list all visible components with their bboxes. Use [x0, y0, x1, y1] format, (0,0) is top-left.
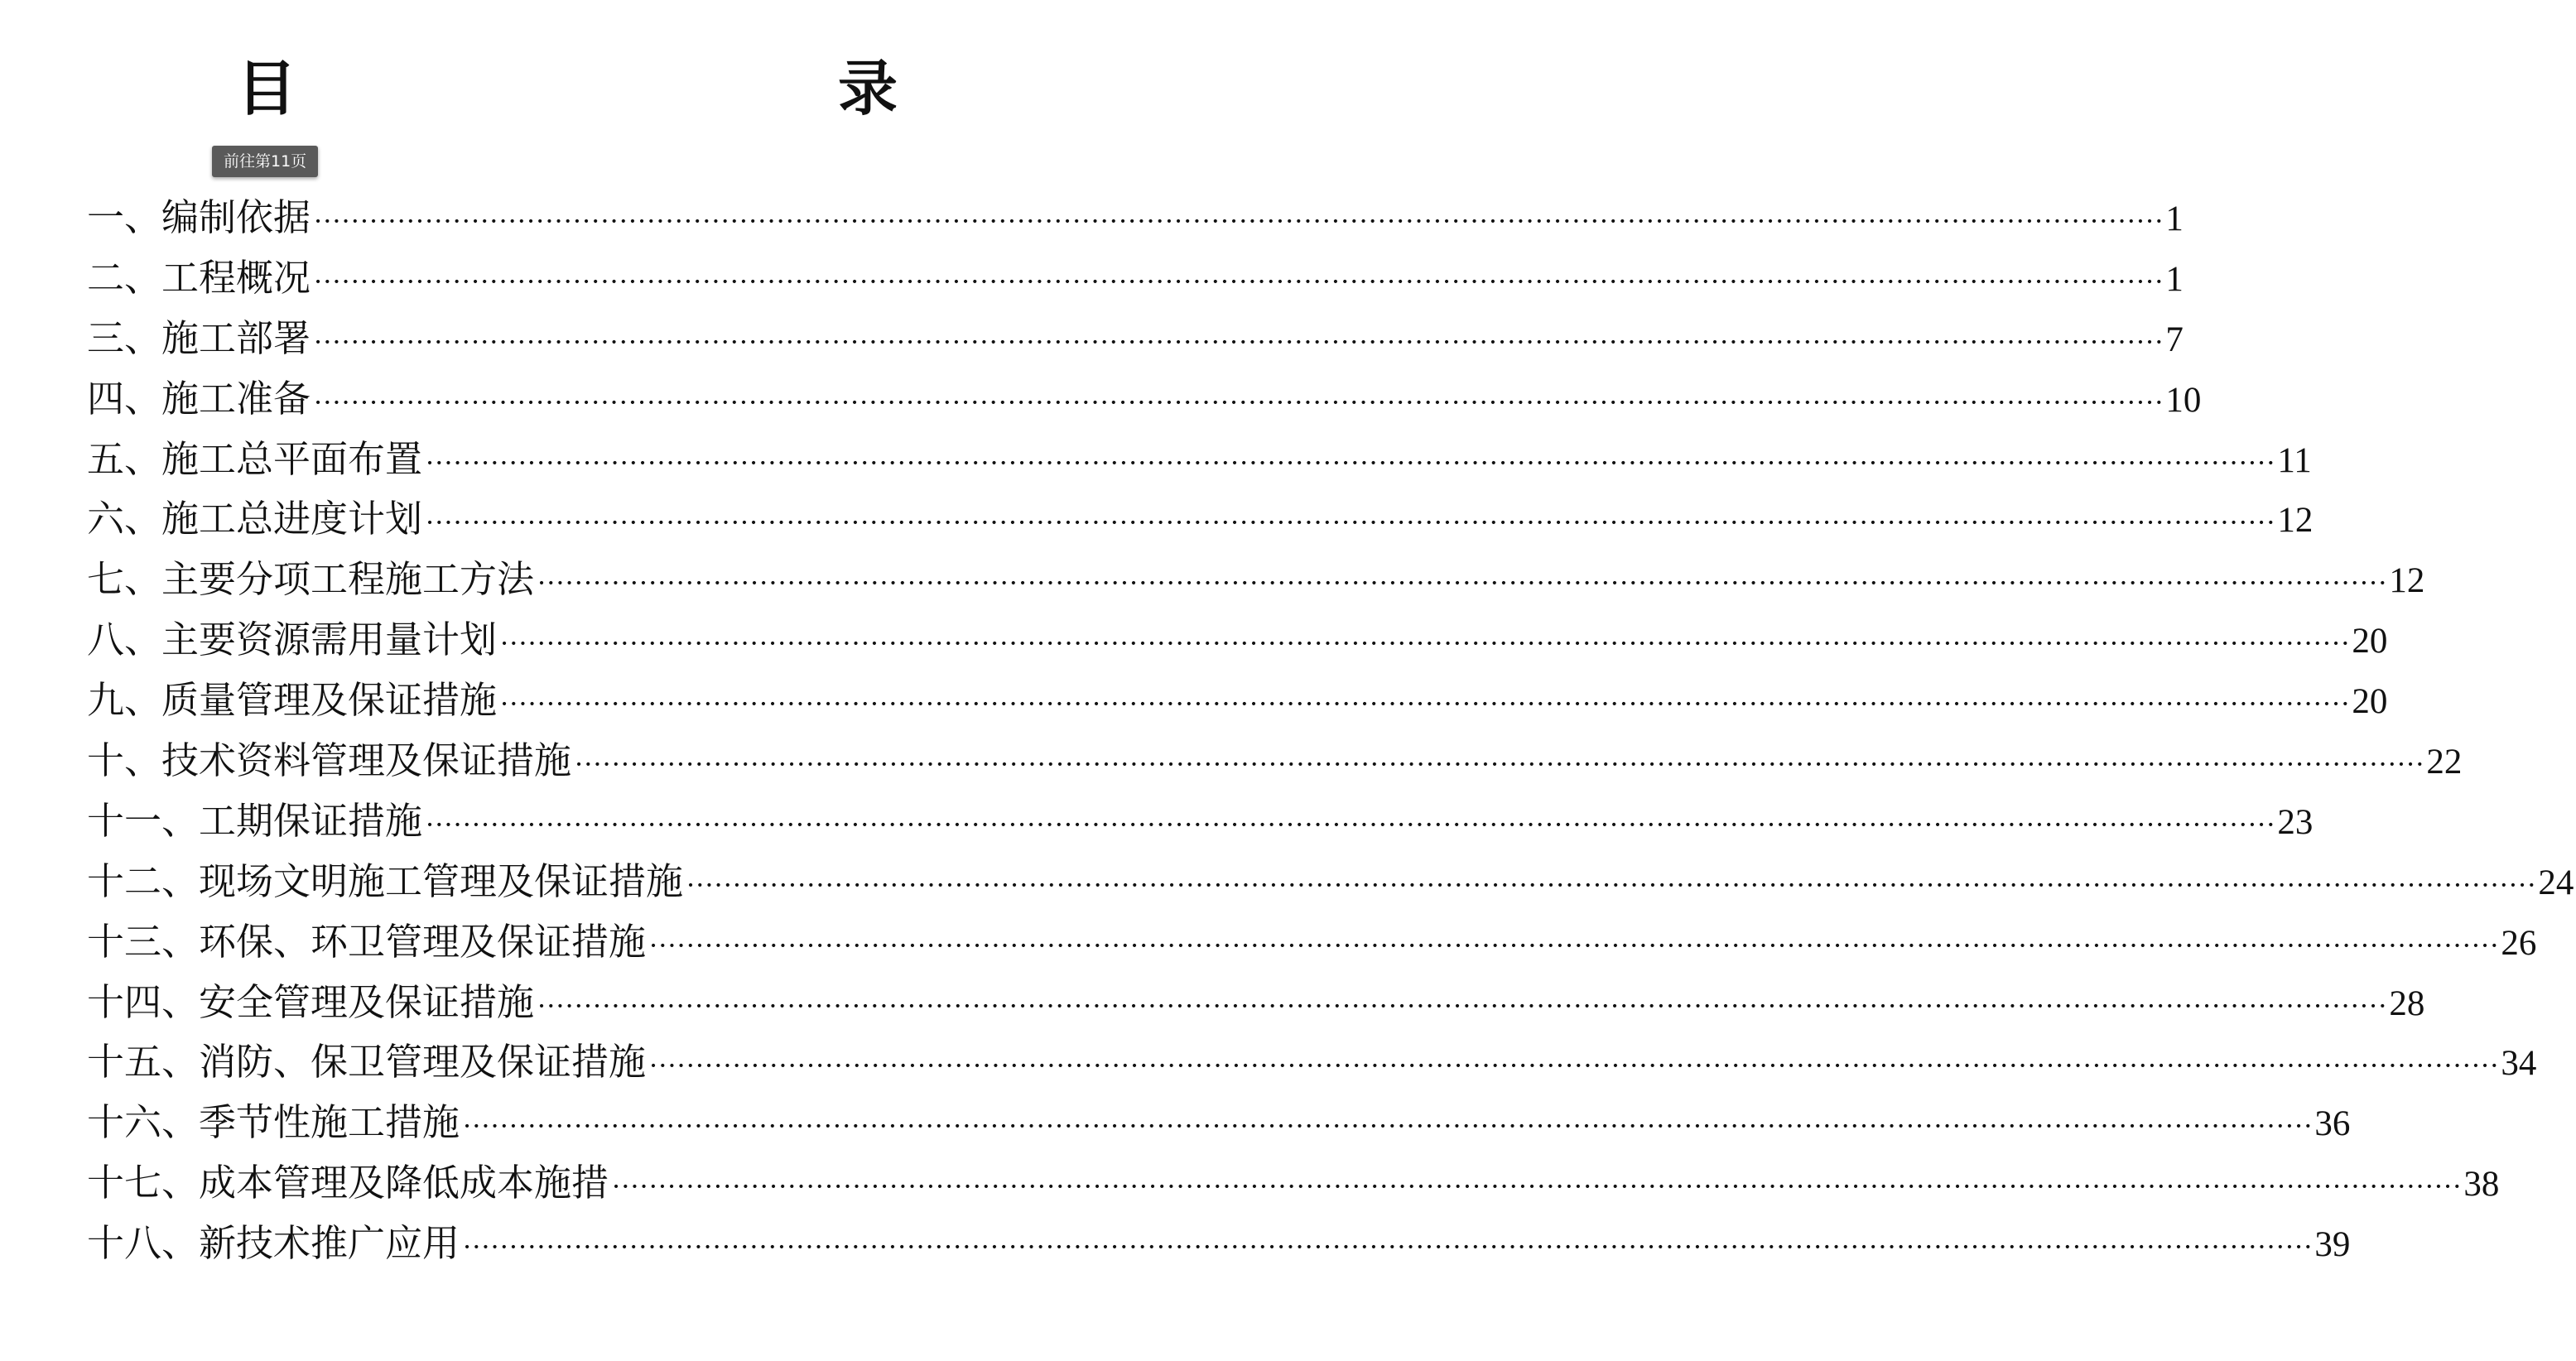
toc-entry[interactable] — [87, 610, 2388, 671]
dot-leader: ········································································································································································································ — [500, 688, 2351, 720]
toc-entry-label: 十四、安全管理及保证措施 — [87, 979, 535, 1024]
toc-entry[interactable] — [87, 188, 2184, 248]
dot-leader: ········································································································································································································ — [463, 1231, 2314, 1263]
toc-entry-label: 六、施工总进度计划 — [87, 497, 423, 541]
dot-leader: ········································································································································································································ — [314, 386, 2164, 418]
toc-entry-page: 28 — [2389, 983, 2425, 1023]
toc-entry-page: 20 — [2352, 682, 2388, 722]
toc-entry[interactable] — [87, 248, 2184, 309]
toc-entry-page: 7 — [2165, 320, 2184, 359]
toc-entry[interactable] — [87, 430, 2312, 490]
toc-entry-label: 九、质量管理及保证措施 — [87, 678, 498, 723]
toc-entry[interactable] — [87, 731, 2463, 791]
dot-leader: ········································································································································································································ — [426, 507, 2276, 539]
toc-entry[interactable] — [87, 1153, 2500, 1214]
toc-entry[interactable] — [87, 852, 2574, 912]
toc-entry[interactable] — [87, 671, 2388, 731]
toc-entry-page: 26 — [2501, 923, 2537, 963]
toc-entry-label: 十、技术资料管理及保证措施 — [87, 738, 572, 783]
toc-entry-label: 十七、成本管理及降低成本施措 — [87, 1161, 609, 1205]
toc-entry-page: 20 — [2352, 622, 2388, 661]
toc-entry-page: 39 — [2314, 1225, 2351, 1265]
toc-entry-label: 七、主要分项工程施工方法 — [87, 557, 535, 602]
dot-leader: ········································································································································································································ — [649, 929, 2500, 961]
goto-page-tooltip: 前往第11页 — [212, 146, 318, 177]
dot-leader: ········································································································································································································ — [537, 567, 2388, 599]
toc-entry-label: 十八、新技术推广应用 — [87, 1221, 460, 1266]
dot-leader: ········································································································································································································ — [314, 205, 2164, 237]
toc-entry[interactable] — [87, 973, 2425, 1033]
toc-entry-label: 一、编制依据 — [87, 195, 311, 239]
toc-entry[interactable] — [87, 309, 2184, 369]
toc-entry-page: 34 — [2501, 1044, 2537, 1084]
toc-entry-page: 11 — [2277, 440, 2312, 480]
toc-entry-label: 十五、消防、保卫管理及保证措施 — [87, 1040, 647, 1084]
dot-leader: ········································································································································································································ — [686, 868, 2537, 901]
toc-entry[interactable] — [87, 489, 2314, 550]
toc-entry-page: 12 — [2389, 561, 2425, 601]
toc-entry[interactable] — [87, 791, 2314, 852]
toc-entry-label: 十二、现场文明施工管理及保证措施 — [87, 858, 684, 903]
toc-entry[interactable] — [87, 550, 2425, 610]
toc-entry-label: 五、施工总平面布置 — [87, 436, 423, 481]
dot-leader: ········································································································································································································ — [426, 808, 2276, 840]
table-of-contents — [87, 188, 2574, 1274]
toc-entry-page: 12 — [2277, 501, 2314, 541]
dot-leader: ········································································································································································································ — [612, 1171, 2463, 1203]
toc-entry-page: 1 — [2165, 259, 2184, 299]
toc-entry-page: 10 — [2165, 380, 2202, 420]
toc-entry-label: 十六、季节性施工措施 — [87, 1100, 460, 1145]
dot-leader: ········································································································································································································ — [314, 265, 2164, 297]
toc-entry[interactable] — [87, 1093, 2351, 1153]
toc-entry[interactable] — [87, 1032, 2537, 1093]
dot-leader: ········································································································································································································ — [649, 1050, 2500, 1082]
toc-entry-page: 38 — [2463, 1165, 2500, 1205]
toc-entry[interactable] — [87, 1214, 2351, 1274]
toc-entry-page: 23 — [2277, 802, 2314, 842]
dot-leader: ········································································································································································································ — [575, 748, 2425, 781]
dot-leader: ········································································································································································································ — [537, 989, 2388, 1022]
toc-entry-label: 二、工程概况 — [87, 255, 311, 300]
toc-entry-label: 八、主要资源需用量计划 — [87, 618, 498, 662]
toc-entry[interactable] — [87, 912, 2537, 973]
toc-entry-label: 十三、环保、环卫管理及保证措施 — [87, 919, 647, 964]
dot-leader: ········································································································································································································ — [426, 446, 2276, 479]
toc-entry[interactable] — [87, 369, 2202, 430]
dot-leader: ········································································································································································································ — [500, 628, 2351, 660]
dot-leader: ········································································································································································································ — [314, 325, 2164, 358]
toc-entry-label: 十一、工期保证措施 — [87, 798, 423, 843]
toc-entry-label: 三、施工部署 — [87, 315, 311, 360]
toc-entry-page: 24 — [2538, 863, 2574, 902]
toc-entry-label: 四、施工准备 — [87, 376, 311, 421]
dot-leader: ········································································································································································································ — [463, 1110, 2314, 1142]
toc-entry-page: 1 — [2165, 200, 2184, 238]
toc-entry-page: 36 — [2314, 1104, 2351, 1144]
toc-entry-page: 22 — [2426, 743, 2463, 782]
page-title: 目 录 — [236, 53, 1038, 123]
